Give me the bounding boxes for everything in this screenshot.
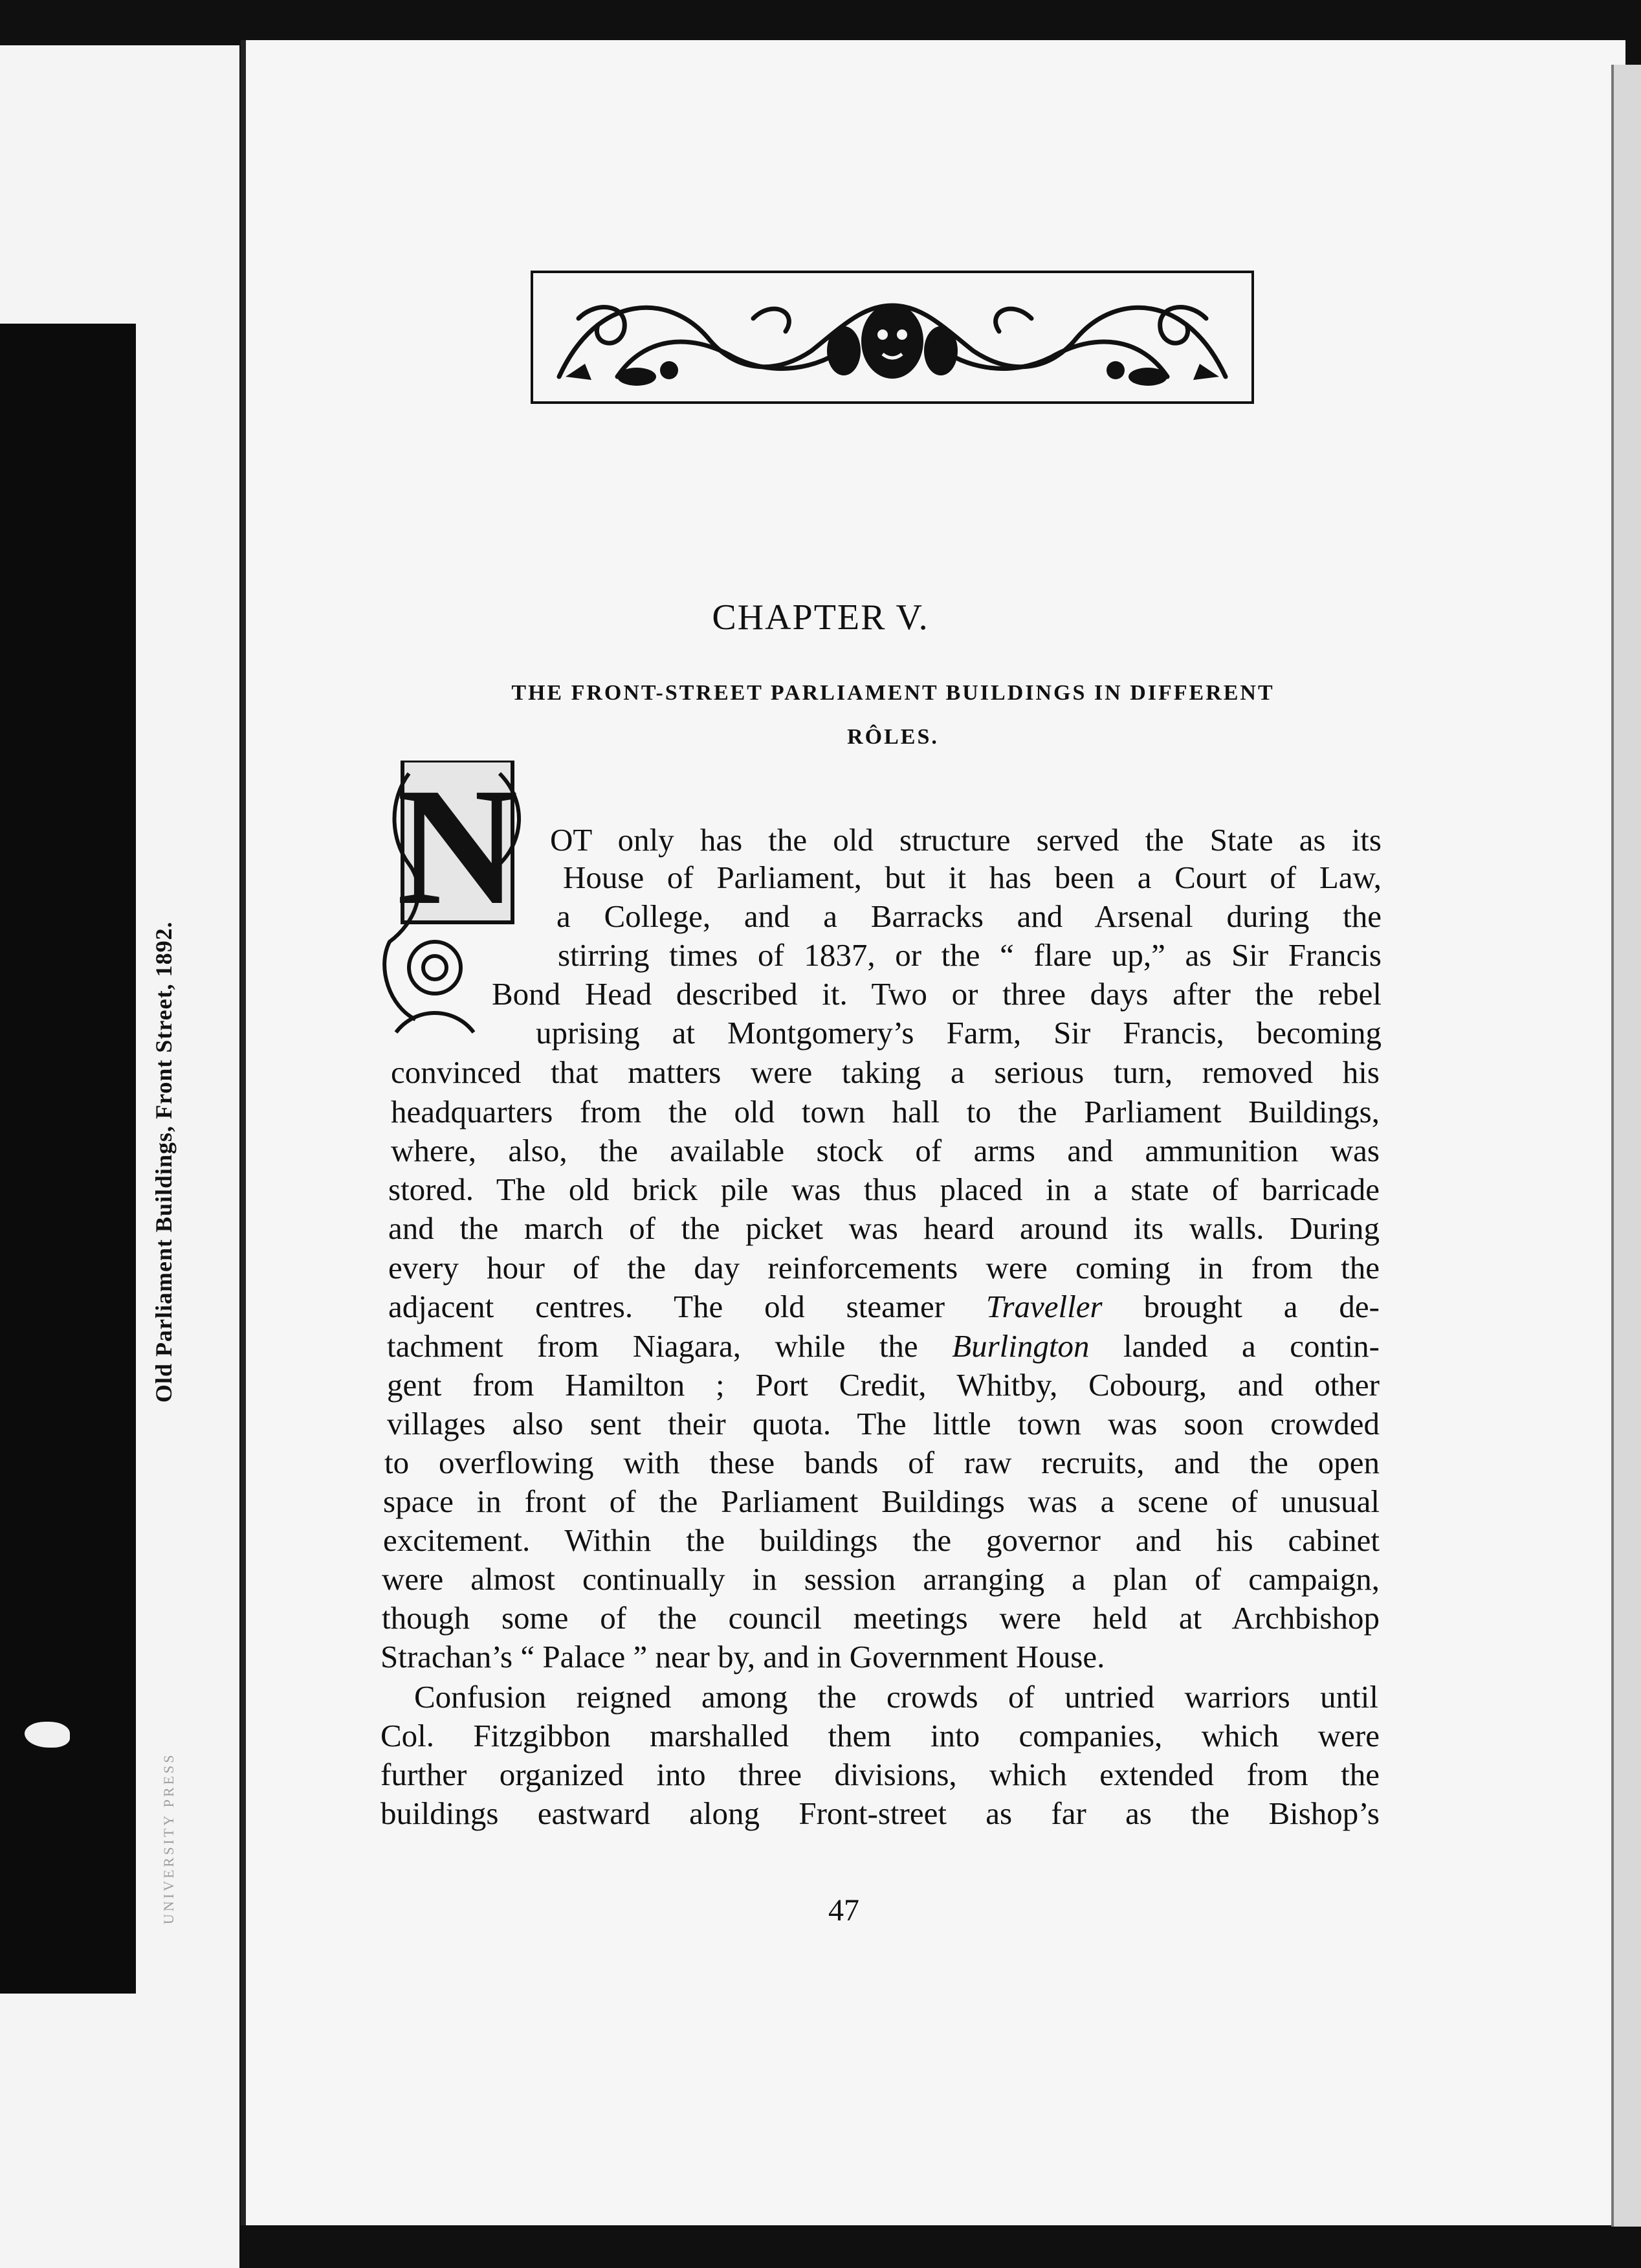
body-line: tachment from Niagara, while the Burlington landed a contin- — [387, 1328, 1380, 1364]
plate-caption: Old Parliament Buildings, Front Street, 1892. — [151, 921, 177, 1403]
body-line: villages also sent their quota. The little town was soon crowded — [387, 1406, 1380, 1441]
body-line: excitement. Within the buildings the governor and his cabinet — [383, 1522, 1380, 1558]
body-line: convinced that matters were taking a serious turn, removed his — [391, 1054, 1380, 1090]
body-line: stored. The old brick pile was thus placed in a state of barricade — [388, 1172, 1380, 1207]
chapter-subtitle-line2: RÔLES. — [847, 725, 939, 749]
body-line: a College, and a Barracks and Arsenal during the — [556, 898, 1382, 934]
body-line: buildings eastward along Front-street as far as the Bishop’s — [380, 1796, 1380, 1831]
body-line: though some of the council meetings were held at Archbishop — [382, 1600, 1380, 1636]
body-line: Bond Head described it. Two or three days after the rebel — [492, 976, 1382, 1012]
body-line: and the march of the picket was heard around its walls. During — [388, 1210, 1380, 1246]
body-line: House of Parliament, but it has been a Court of Law, — [563, 860, 1382, 895]
page-stack-edge — [1611, 65, 1641, 2227]
body-line: gent from Hamilton ; Port Credit, Whitby, Cobourg, and other — [387, 1367, 1380, 1403]
body-line: uprising at Montgomery’s Farm, Sir Francis, becoming — [536, 1015, 1382, 1051]
plate-stamp: UNIVERSITY PRESS — [160, 1752, 177, 1924]
body-line: where, also, the available stock of arms and ammunition was — [391, 1133, 1380, 1168]
body-line: OT only has the old structure served the State as its — [550, 822, 1382, 858]
plate-image-edge — [0, 324, 136, 1994]
body-line: headquarters from the old town hall to the Parliament Buildings, — [391, 1094, 1380, 1129]
body-line: stirring times of 1837, or the “ flare up,” as Sir Francis — [558, 937, 1382, 973]
body-line: every hour of the day reinforcements were coming in from the — [388, 1250, 1380, 1285]
body-line: Confusion reigned among the crowds of untried warriors until — [414, 1679, 1378, 1715]
body-line: Col. Fitzgibbon marshalled them into companies, which were — [380, 1718, 1380, 1753]
chapter-title: CHAPTER V. — [712, 597, 929, 638]
chapter-subtitle-line1: THE FRONT-STREET PARLIAMENT BUILDINGS IN DIFFERENT — [511, 681, 1275, 705]
body-line: further organized into three divisions, which extended from the — [380, 1757, 1380, 1792]
body-line: were almost continually in session arranging a plan of campaign, — [382, 1561, 1380, 1597]
page-number: 47 — [828, 1893, 859, 1928]
body-line: Strachan’s “ Palace ” near by, and in Government House. — [380, 1639, 1105, 1674]
scroll-ornament-icon — [540, 280, 1245, 395]
body-line: to overflowing with these bands of raw recruits, and the open — [384, 1445, 1380, 1480]
body-line: adjacent centres. The old steamer Traveller brought a de- — [388, 1289, 1380, 1324]
body-line: space in front of the Parliament Buildings was a scene of unusual — [383, 1484, 1380, 1519]
headpiece-ornament — [531, 271, 1254, 404]
svg-text:N: N — [397, 761, 518, 940]
